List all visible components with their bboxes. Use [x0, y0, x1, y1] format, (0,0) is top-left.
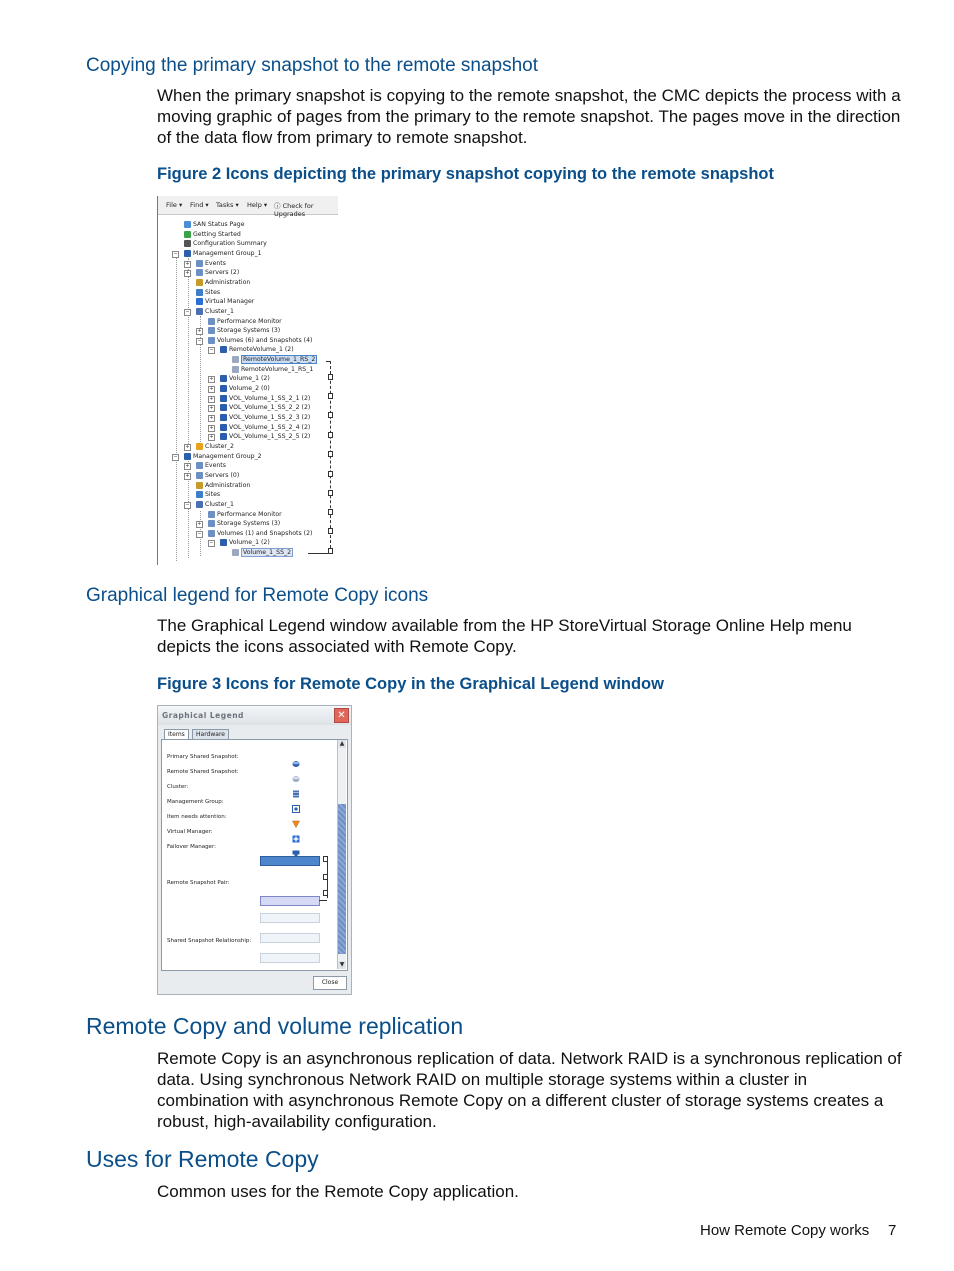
tree-expander-icon[interactable]: −	[185, 502, 190, 508]
tree-item[interactable]	[196, 482, 250, 491]
tree-item-label: Virtual Manager	[205, 298, 255, 305]
tab-hardware[interactable]: Hardware	[192, 729, 229, 739]
tree-expander-icon[interactable]: +	[209, 376, 214, 382]
tree-item[interactable]	[196, 298, 254, 307]
tree-node-icon	[196, 472, 203, 479]
tree-node-icon	[196, 308, 203, 315]
tree-expander-icon[interactable]: +	[209, 396, 214, 402]
tree-item[interactable]	[208, 530, 312, 539]
tree-expander-icon[interactable]: +	[209, 434, 214, 440]
tree-expander-icon[interactable]: −	[209, 347, 214, 353]
tree-node-icon	[184, 240, 191, 247]
tree-item-label: VOL_Volume_1_SS_2_1 (2)	[229, 395, 311, 402]
graphical-legend-window	[157, 705, 352, 995]
tree-item-label: SAN Status Page	[193, 221, 245, 228]
tree-item[interactable]	[208, 511, 282, 520]
management-group-icon	[292, 798, 299, 805]
tree-item[interactable]	[196, 260, 226, 269]
tree-item[interactable]	[196, 308, 234, 317]
warning-icon	[292, 813, 299, 820]
tree-node-icon	[184, 453, 191, 460]
tree-node-icon	[220, 414, 227, 421]
tree-item-label: VOL_Volume_1_SS_2_2 (2)	[229, 404, 311, 411]
tree-node-icon	[208, 520, 215, 527]
tree-item[interactable]	[232, 356, 317, 365]
page-icon	[328, 374, 333, 380]
tree-item[interactable]	[220, 404, 310, 413]
page-icon	[328, 432, 333, 438]
page-icon	[328, 393, 333, 399]
tree-item-label: Volume_1 (2)	[229, 375, 270, 382]
tree-item-label: RemoteVolume_1 (2)	[229, 346, 294, 353]
tree-item[interactable]	[196, 269, 239, 278]
page-icon	[328, 471, 333, 477]
tree-item[interactable]	[232, 366, 313, 375]
shared-bar	[260, 953, 320, 963]
legend-row: Management Group:	[167, 799, 224, 805]
section-body-uses: Common uses for the Remote Copy application.	[157, 1182, 519, 1201]
tree-expander-icon[interactable]: +	[197, 328, 202, 334]
tree-item[interactable]	[220, 375, 270, 384]
tree-item-label: Getting Started	[193, 231, 241, 238]
scroll-down-icon[interactable]: ▼	[339, 961, 345, 968]
tree-node-icon	[208, 318, 215, 325]
figure-2-tree-screenshot	[157, 196, 338, 565]
tree-item-label: Sites	[205, 491, 221, 498]
tree-item[interactable]	[208, 318, 282, 327]
tree-expander-icon[interactable]: +	[209, 405, 214, 411]
tree-node-icon	[196, 289, 203, 296]
tree-node-icon	[196, 501, 203, 508]
tree-item-label: VOL_Volume_1_SS_2_5 (2)	[229, 433, 311, 440]
tree-node-icon	[184, 221, 191, 228]
section-body-replication: Remote Copy is an asynchronous replication of data. Network RAID is a synchronous replication of data. Using synchronous Network RAID on multiple storage systems within a cluster in combination with asynchronous Remote Copy on a different cluster of storage systems creates a robust, high-availability configuration.	[157, 1049, 902, 1131]
tree-item-label: Volume_1 (2)	[229, 539, 270, 546]
tree-node-icon	[196, 462, 203, 469]
legend-row: Failover Manager:	[167, 844, 216, 850]
tree-item[interactable]	[208, 327, 280, 336]
tree-item[interactable]	[220, 385, 270, 394]
shared-bar	[260, 933, 320, 943]
tree-item-label: Cluster_1	[205, 308, 234, 315]
tree-item[interactable]	[184, 240, 267, 249]
tree-item-label: Configuration Summary	[193, 240, 267, 247]
tree-node-icon	[220, 385, 227, 392]
remote-snapshot-bar	[260, 896, 320, 906]
section-heading-copying: Copying the primary snapshot to the remote snapshot	[86, 55, 539, 76]
section-heading-replication: Remote Copy and volume replication	[86, 1013, 464, 1039]
window-titlebar	[158, 706, 351, 725]
legend-row: Remote Snapshot Pair:	[167, 880, 230, 886]
figure-2-caption: Figure 2 Icons depicting the primary snapshot copying to the remote snapshot	[157, 165, 775, 183]
tree-item-label: Volumes (1) and Snapshots (2)	[217, 530, 313, 537]
tree-expander-icon[interactable]: +	[185, 261, 190, 267]
tree-node-icon	[220, 375, 227, 382]
tree-node-icon	[196, 279, 203, 286]
tree-item[interactable]	[220, 539, 270, 548]
tree-expander-icon[interactable]: −	[197, 531, 202, 537]
tree-expander-icon[interactable]: +	[185, 270, 190, 276]
shared-bar	[260, 913, 320, 923]
tree-node-icon	[196, 269, 203, 276]
tree-node-icon	[220, 346, 227, 353]
menu-check-upgrades[interactable]: ⓘ Check for Upgrades	[274, 202, 314, 218]
menu-bar	[158, 196, 338, 218]
tree-expander-icon[interactable]: −	[185, 309, 190, 315]
tree-node-icon	[208, 327, 215, 334]
tree-item[interactable]	[196, 491, 220, 500]
tree-item-label: Events	[205, 462, 226, 469]
tree-item-label: Storage Systems (3)	[217, 327, 281, 334]
tree-item-label: Performance Monitor	[217, 318, 282, 325]
remote-shared-snapshot-icon	[292, 768, 299, 775]
page-icon	[328, 548, 333, 554]
tree-node-icon	[208, 337, 215, 344]
tree-expander-icon[interactable]: −	[173, 251, 178, 257]
tree-item[interactable]	[196, 443, 234, 452]
cluster-icon	[292, 783, 299, 790]
section-body-legend: The Graphical Legend window available from the HP StoreVirtual Storage Online Help menu depicts the icons associated with Remote Copy.	[157, 616, 852, 656]
page-icon	[328, 528, 333, 534]
tree-expander-icon[interactable]: +	[185, 444, 190, 450]
tree-item[interactable]	[220, 424, 310, 433]
legend-row: Primary Shared Snapshot:	[167, 754, 239, 760]
section-body-copying: When the primary snapshot is copying to the remote snapshot, the CMC depicts the process with a moving graphic of pages from the primary to the remote snapshot. The pages move in the direction of the data flow from primary to remote snapshot.	[157, 86, 901, 147]
tree-item-label: Servers (2)	[205, 269, 240, 276]
tree-expander-icon[interactable]: −	[197, 338, 202, 344]
tree-expander-icon[interactable]: −	[209, 540, 214, 546]
legend-row: Cluster:	[167, 784, 189, 790]
tree-item[interactable]	[208, 337, 312, 346]
tree-node-icon	[184, 231, 191, 238]
tree-expander-icon[interactable]: +	[209, 425, 214, 431]
primary-shared-snapshot-icon	[292, 753, 299, 760]
tree-item-label: Administration	[205, 279, 251, 286]
page-icon	[328, 509, 333, 515]
tree-expander-icon[interactable]: +	[185, 473, 190, 479]
tree-expander-icon[interactable]: +	[185, 463, 190, 469]
tree-item-label: Management Group_1	[193, 250, 262, 257]
menu-file[interactable]: File ▾	[166, 201, 183, 209]
tree-expander-icon[interactable]: −	[173, 454, 178, 460]
tree-expander-icon[interactable]: +	[209, 415, 214, 421]
failover-manager-icon	[292, 843, 299, 850]
legend-row: Remote Shared Snapshot:	[167, 769, 239, 775]
window-title: Graphical Legend	[162, 711, 244, 720]
figure-3-caption: Figure 3 Icons for Remote Copy in the Graphical Legend window	[157, 675, 664, 693]
tree-item[interactable]	[220, 395, 310, 404]
tree-item-label: Cluster_1	[205, 501, 234, 508]
page-number: 7	[888, 1222, 897, 1239]
tree-item-label: Volume_1_SS_2	[243, 549, 292, 556]
close-button[interactable]: Close	[313, 976, 347, 990]
tree-item-label: Storage Systems (3)	[217, 520, 281, 527]
tree-expander-icon[interactable]: +	[209, 386, 214, 392]
tree-item[interactable]	[184, 221, 245, 230]
tree-node-icon	[196, 298, 203, 305]
tree-item[interactable]	[196, 462, 226, 471]
page-footer	[700, 1222, 900, 1239]
legend-row: Shared Snapshot Relationship:	[167, 938, 252, 944]
tree-node-icon	[232, 366, 239, 373]
section-heading-legend: Graphical legend for Remote Copy icons	[86, 585, 429, 606]
tree-item-label: Management Group_2	[193, 453, 262, 460]
tree-expander-icon[interactable]: +	[197, 521, 202, 527]
primary-snapshot-bar	[260, 856, 320, 866]
tree-item[interactable]	[220, 346, 294, 355]
close-window-icon[interactable]: ✕	[334, 708, 349, 723]
tree-node-icon	[196, 482, 203, 489]
scroll-thumb[interactable]	[338, 804, 346, 954]
tab-items[interactable]: Items	[164, 729, 189, 739]
virtual-manager-icon	[292, 828, 299, 835]
legend-row: Item needs attention:	[167, 814, 227, 820]
scroll-up-icon[interactable]: ▲	[339, 740, 345, 747]
tree-item-label: VOL_Volume_1_SS_2_4 (2)	[229, 424, 311, 431]
tree-item[interactable]	[184, 453, 262, 462]
tree-item-label: Administration	[205, 482, 251, 489]
tree-item[interactable]	[220, 433, 310, 442]
tree-node-icon	[220, 539, 227, 546]
tree-node-icon	[196, 443, 203, 450]
tree-item[interactable]	[196, 472, 239, 481]
tree-node-icon	[232, 549, 239, 556]
tree-node-icon	[196, 491, 203, 498]
tree-item[interactable]	[220, 414, 310, 423]
tree-item[interactable]	[196, 289, 220, 298]
tree-item-label: Events	[205, 260, 226, 267]
tree-node-icon	[220, 404, 227, 411]
tree-node-icon	[220, 433, 227, 440]
tree-item-label: RemoteVolume_1_RS_2	[243, 356, 316, 363]
tree-node-icon	[196, 260, 203, 267]
tree-node-icon	[220, 424, 227, 431]
tree-node-icon	[220, 395, 227, 402]
tree-item-label: Cluster_2	[205, 443, 234, 450]
tree-item[interactable]	[184, 250, 262, 259]
tree-item-label: RemoteVolume_1_RS_1	[241, 366, 314, 373]
tree-node-icon	[208, 511, 215, 518]
tree-node-icon	[232, 356, 239, 363]
legend-panel	[161, 739, 348, 971]
page-icon	[328, 412, 333, 418]
tree-item-label: Sites	[205, 289, 221, 296]
tree-item-label: Volume_2 (0)	[229, 385, 270, 392]
menu-tasks[interactable]: Tasks ▾	[216, 201, 239, 209]
tree-item[interactable]	[208, 520, 280, 529]
tree-node-icon	[208, 530, 215, 537]
tree-item-label: Servers (0)	[205, 472, 240, 479]
tree-item-label: VOL_Volume_1_SS_2_3 (2)	[229, 414, 311, 421]
tree-item[interactable]	[232, 549, 293, 558]
menu-help[interactable]: Help ▾	[247, 201, 268, 209]
legend-row: Virtual Manager:	[167, 829, 213, 835]
tree-item[interactable]	[196, 279, 250, 288]
tree-item-label: Performance Monitor	[217, 511, 282, 518]
tree-item[interactable]	[196, 501, 234, 510]
section-heading-uses: Uses for Remote Copy	[86, 1146, 319, 1172]
page-icon	[328, 451, 333, 457]
menu-find[interactable]: Find ▾	[190, 201, 209, 209]
tree-node-icon	[184, 250, 191, 257]
tree-item[interactable]	[184, 231, 241, 240]
tree-item-label: Volumes (6) and Snapshots (4)	[217, 337, 313, 344]
page-icon	[328, 490, 333, 496]
footer-label: How Remote Copy works	[700, 1222, 870, 1239]
legend-scrollbar[interactable]	[337, 740, 346, 969]
